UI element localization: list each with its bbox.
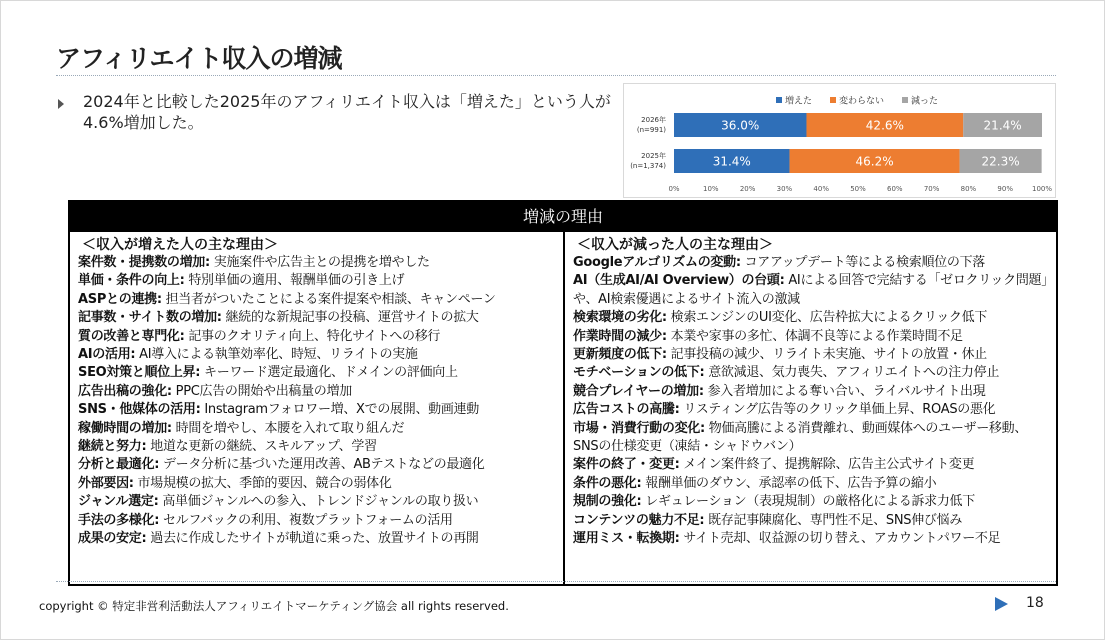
reason-value: 本業や家事の多忙、体調不良等による作業時間不足 [670, 328, 963, 344]
legend-label: 変わらない [839, 96, 885, 107]
reason-value: セルフバックの利用、複数プラットフォームの活用 [162, 512, 453, 528]
reason-value: 実施案件や広告主との提携を増やした [213, 255, 430, 270]
x-tick-label: 60% [887, 185, 903, 193]
reason-value: サイト売却、収益源の切り替え、アカウントパワー不足 [683, 531, 1001, 547]
data-label: 42.6% [865, 118, 904, 133]
reason-value: 報酬単価のダウン、承認率の低下、広告予算の縮小 [645, 475, 937, 491]
reason-value: 担当者がついたことによる案件提案や相談、キャンペーン [165, 291, 496, 307]
reason-key: 質の改善と専門化: [78, 328, 185, 344]
reason-item [78, 272, 557, 290]
decrease-reasons-column [565, 232, 1056, 584]
reason-key: 成果の安定: [78, 531, 147, 547]
reason-item [78, 512, 557, 530]
reason-value: 記事投稿の減少、リライト未実施、サイトの放置・休止 [670, 347, 987, 363]
x-tick-label: 0% [668, 185, 680, 193]
data-label: 31.4% [712, 154, 751, 169]
reason-value: 既存記事陳腐化、専門性不足、SNS伸び悩み [708, 512, 963, 528]
reason-value: 記事のクオリティ向上、特化サイトへの移行 [188, 328, 441, 344]
reason-key: 外部要因: [78, 475, 134, 491]
reason-key: 競合プレイヤーの増加: [573, 383, 704, 399]
reason-key: AIの活用: [78, 347, 136, 363]
reason-key: 記事数・サイト数の増加: [78, 310, 222, 326]
reason-key: 検索環境の劣化: [573, 310, 667, 326]
data-label: 36.0% [721, 118, 760, 133]
reason-value: 物価高騰による消費離れ、動画媒体へのユーザー移動、SNSの仕様変更（凍結・シャドウバン） [573, 420, 1028, 455]
reason-value: 参入者増加による奪い合い、ライバルサイト出現 [707, 383, 986, 399]
reason-value: データ分析に基づいた運用改善、ABテストなどの最適化 [162, 457, 485, 473]
reason-value: 特別単価の適用、報酬単価の引き上げ [188, 273, 405, 289]
reason-item [573, 401, 1050, 419]
reason-item [78, 328, 557, 346]
reason-value: コアアップデート等による検索順位の下落 [744, 255, 985, 270]
page-number: 18 [1026, 595, 1044, 611]
decrease-reasons-title: ＜収入が減った人の主な理由＞ [577, 237, 773, 253]
category-label: (n=1,374) [630, 162, 666, 170]
x-tick-label: 80% [960, 185, 977, 193]
reason-key: 継続と努力: [78, 439, 147, 455]
reason-key: 更新頻度の低下: [573, 347, 667, 363]
reason-item [573, 456, 1050, 474]
reason-item [573, 475, 1050, 493]
reason-item [78, 383, 557, 401]
reason-item [573, 328, 1050, 346]
reasons-table [68, 200, 1058, 586]
legend-swatch [830, 97, 836, 103]
reason-key: 市場・消費行動の変化: [573, 420, 705, 436]
bullet-arrow-icon [58, 99, 64, 109]
reason-value: 過去に作成したサイトが軌道に乗った、放置サイトの再開 [150, 531, 479, 547]
page-title: アフィリエイト収入の増減 [56, 44, 342, 73]
reason-item [573, 364, 1050, 382]
reason-item [78, 364, 557, 382]
reason-item [78, 438, 557, 456]
reason-item [78, 456, 557, 474]
x-tick-label: 100% [1031, 185, 1053, 193]
category-label: 2025年 [641, 152, 666, 160]
data-label: 22.3% [981, 154, 1020, 169]
reason-key: SEO対策と順位上昇: [78, 365, 201, 381]
reason-key: 広告出稿の強化: [78, 383, 172, 399]
legend-swatch [902, 97, 908, 103]
reason-item [573, 383, 1050, 401]
x-tick-label: 20% [739, 185, 756, 193]
decrease-reasons-list [573, 254, 1050, 549]
reason-value: 高単価ジャンルへの参入、トレンドジャンルの取り扱い [162, 494, 479, 510]
reason-key: 広告コストの高騰: [573, 402, 680, 418]
reason-item [573, 530, 1050, 548]
category-label: 2026年 [641, 116, 666, 124]
category-label: (n=991) [636, 126, 666, 134]
reason-item [78, 420, 557, 438]
reason-item [573, 493, 1050, 511]
x-tick-label: 90% [997, 185, 1013, 193]
reason-value: 市場規模の拡大、季節的要因、競合の弱体化 [137, 475, 392, 491]
reason-value: AI導入による執筆効率化、時短、リライトの実施 [139, 347, 418, 363]
reason-key: 案件の終了・変更: [573, 457, 680, 473]
reason-item [78, 530, 557, 548]
reason-item [573, 254, 1050, 272]
x-tick-label: 30% [776, 185, 793, 193]
reason-key: 運用ミス・転換期: [573, 531, 680, 547]
reason-key: 分析と最適化: [78, 457, 160, 473]
next-slide-play-icon[interactable] [995, 597, 1008, 611]
data-label: 21.4% [983, 118, 1022, 133]
reason-item [78, 475, 557, 493]
reason-item [573, 346, 1050, 364]
reason-key: Googleアルゴリズムの変動: [573, 255, 741, 270]
reason-item [78, 309, 557, 327]
data-label: 46.2% [855, 154, 894, 169]
legend-label: 増えた [785, 96, 813, 107]
reason-item [573, 309, 1050, 327]
reason-key: 単価・条件の向上: [78, 273, 185, 289]
reason-key: ASPとの連携: [78, 291, 162, 307]
reason-value: 継続的な新規記事の投稿、運営サイトの拡大 [225, 310, 479, 326]
reason-item [78, 291, 557, 309]
reason-key: ジャンル選定: [78, 494, 159, 510]
reason-item [573, 420, 1050, 457]
title-divider [56, 75, 1056, 76]
stacked-bar-chart [623, 83, 1056, 198]
reasons-header: 増減の理由 [70, 202, 1056, 232]
reason-value: レギュレーション（表現規制）の厳格化による訴求力低下 [645, 494, 975, 510]
reason-key: 作業時間の減少: [573, 328, 667, 344]
reason-value: AIによる回答で完結する「ゼロクリック問題」や、AI検索優遇によるサイト流入の激減 [573, 273, 1048, 307]
x-tick-label: 50% [850, 185, 866, 193]
lead-text: 2024年と比較した2025年のアフィリエイト収入は「増えた」という人が4.6%増加した。 [83, 92, 611, 132]
x-tick-label: 40% [813, 185, 829, 193]
reason-key: 規制の強化: [573, 494, 642, 510]
reason-key: SNS・他媒体の活用: [78, 402, 201, 418]
chart-svg [624, 84, 1057, 199]
reason-value: 検索エンジンのUI変化、広告枠拡大によるクリック低下 [670, 310, 988, 326]
footer-divider [56, 581, 1056, 582]
x-tick-label: 70% [923, 185, 940, 193]
reason-value: 地道な更新の継続、スキルアップ、学習 [150, 439, 377, 455]
reason-key: 条件の悪化: [573, 475, 642, 491]
reason-value: キーワード選定最適化、ドメインの評価向上 [204, 365, 458, 381]
x-tick-label: 10% [703, 185, 719, 193]
reason-value: Instagramフォロワー増、Xでの展開、動画連動 [204, 402, 479, 418]
reason-item [78, 346, 557, 364]
reason-value: リスティング広告等のクリック単価上昇、ROASの悪化 [683, 402, 996, 418]
reason-item [573, 512, 1050, 530]
reason-value: 時間を増やし、本腰を入れて取り組んだ [175, 420, 405, 436]
reason-item [78, 254, 557, 272]
legend-label: 減った [911, 96, 939, 107]
reason-key: 案件数・提携数の増加: [78, 255, 210, 270]
increase-reasons-column [70, 232, 565, 584]
reason-item [78, 401, 557, 419]
reason-key: 手法の多様化: [78, 512, 160, 528]
reason-key: 稼働時間の増加: [78, 420, 172, 436]
reason-item [78, 493, 557, 511]
copyright-text: copyright © 特定非営利活動法人アフィリエイトマーケティング協会 all rights reserved. [39, 599, 509, 613]
reason-value: PPC広告の開始や出稿量の増加 [175, 383, 352, 399]
reason-item [573, 272, 1050, 309]
reason-key: モチベーションの低下: [573, 365, 705, 381]
reason-key: コンテンツの魅力不足: [573, 512, 705, 528]
increase-reasons-title: ＜収入が増えた人の主な理由＞ [82, 237, 278, 253]
reason-value: メイン案件終了、提携解除、広告主公式サイト変更 [683, 457, 975, 473]
legend-swatch [776, 97, 782, 103]
increase-reasons-list [78, 254, 557, 549]
reason-value: 意欲減退、気力喪失、アフィリエイトへの注力停止 [708, 365, 1000, 381]
reason-key: AI（生成AI/AI Overview）の台頭: [573, 273, 785, 289]
